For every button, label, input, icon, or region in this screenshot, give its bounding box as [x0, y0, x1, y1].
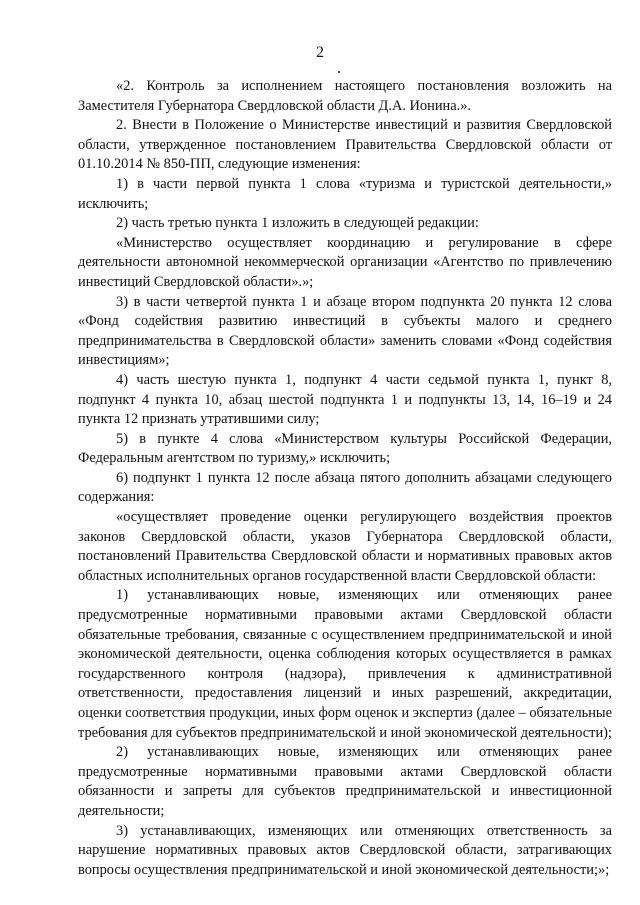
paragraph: 1) в части первой пункта 1 слова «туризма и туристской деятельности,» исключить;: [78, 175, 612, 212]
paragraph: «Министерство осуществляет координацию и регулирование в сфере деятельности автономной некоммерческой организации «Агентство по привлечению инвестиций Свердловской области».»;: [78, 234, 612, 290]
paragraph: 2) часть третью пункта 1 изложить в следующей редакции:: [116, 215, 479, 232]
paragraph: 1) устанавливающих новые, изменяющих или отменяющих ранее предусмотренные нормативными правовыми актами Свердловской области обязательные требования, связанные с осуществлением предпринимательской и иной экономической деятельности, оценка соблюдения которых осуществляется в рамках государственного контроля (надзора), привлечения к административной ответственности, предоставления лицензий и иных разрешений, аккредитации, оценки соответствия продукции, иных форм оценок и экспертиз (далее – обязательные требования для субъектов предпринимательской и иной экономической деятельности);: [78, 587, 612, 741]
paragraph: 6) подпункт 1 пункта 12 после абзаца пятого дополнить абзацами следующего содержания:: [78, 469, 612, 506]
page-number: 2: [316, 44, 324, 61]
paragraph: 4) часть шестую пункта 1, подпункт 4 части седьмой пункта 1, пункт 8, подпункт 4 пункта 10, абзац шестой подпункта 1 и подпункты 13, 14, 16–19 и 24 пункта 12 признать утратившими силу;: [78, 371, 612, 428]
paragraph: 3) устанавливающих, изменяющих или отменяющих ответственность за нарушение нормативных правовых актов Свердловской области, затрагивающих вопросы осуществления предпринимательской и иной экономической деятельности;»;: [78, 822, 612, 878]
paragraph: 2. Внести в Положение о Министерстве инвестиций и развития Свердловской области, утвержденное постановлением Правительства Свердловской области от 01.10.2014 № 850-ПП, следующие изменения:: [78, 117, 612, 173]
paragraph: 5) в пункте 4 слова «Министерством культуры Российской Федерации, Федеральным агентством по туризму,» исключить;: [78, 430, 612, 467]
document-body: [78, 77, 612, 880]
paragraph: 3) в части четвертой пункта 1 и абзаце втором подпункта 20 пункта 12 слова «Фонд содействия развитию инвестиций в субъекты малого и среднего предпринимательства в Свердловской области» заменить словами «Фонд содействия инвестициям»;: [78, 293, 612, 369]
paragraph: 2) устанавливающих новые, изменяющих или отменяющих ранее предусмотренные нормативными правовыми актами Свердловской области обязанности и запреты для субъектов предпринимательской и инвестиционной деятельности;: [78, 744, 612, 819]
scan-speck: [338, 71, 340, 73]
paragraph: «2. Контроль за исполнением настоящего постановления возложить на Заместителя Губернатора Свердловской области Д.А. Ионина.».: [78, 78, 612, 114]
paragraph: «осуществляет проведение оценки регулирующего воздействия проектов законов Свердловской области, указов Губернатора Свердловской области, постановлений Правительства Свердловской области и нормативных правовых актов областных исполнительных органов государственной власти Свердловской области:: [78, 509, 612, 584]
